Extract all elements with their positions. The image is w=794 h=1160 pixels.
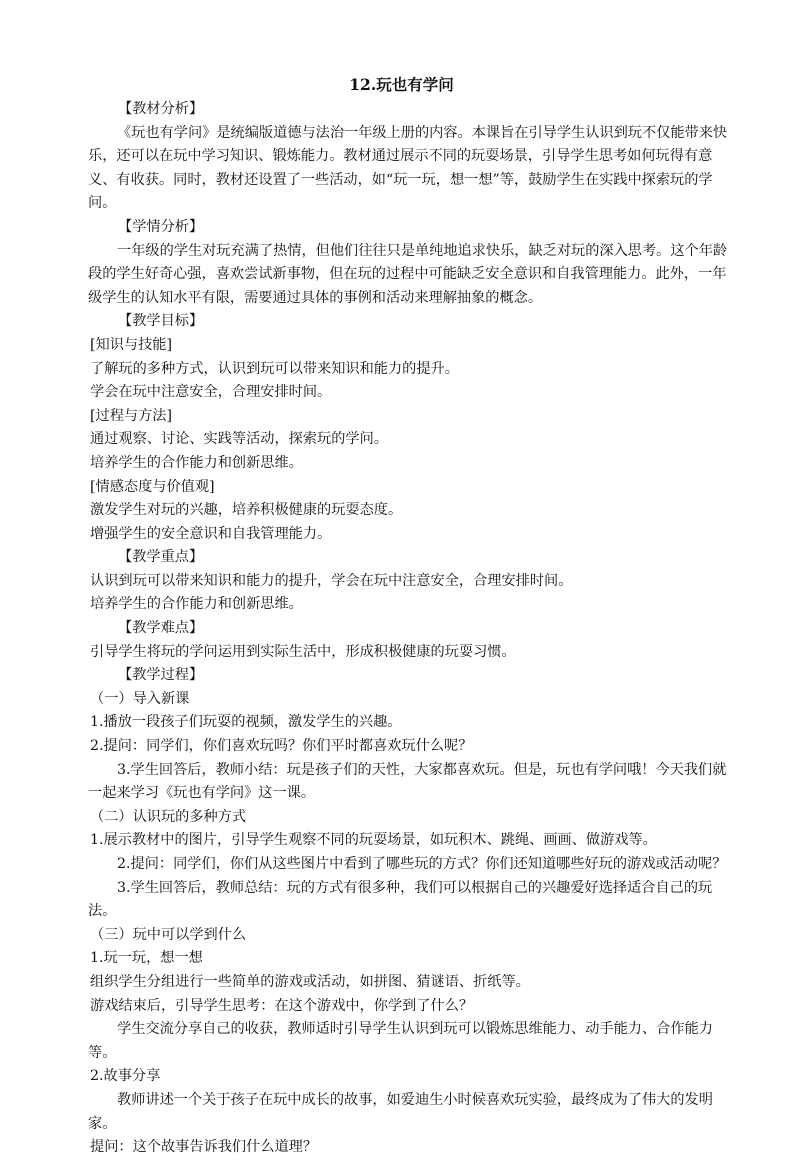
document-title: 12.玩也有学问	[349, 75, 454, 94]
section-heading-key: 【教学重点】	[118, 549, 204, 566]
step-heading: （一）导入新课	[90, 690, 190, 707]
step-item: 教师讲述一个关于孩子在玩中成长的故事，如爱迪生小时候喜欢玩实验，最终成为了伟大的发明家。	[88, 1091, 713, 1132]
step-item: 3.学生回答后，教师总结：玩的方式有很多种，我们可以根据自己的兴趣爱好选择适合自己的玩法。	[88, 879, 713, 920]
section-heading-difficulty: 【教学难点】	[118, 620, 204, 637]
goal-item: 通过观察、讨论、实践等活动，探索玩的学问。	[90, 431, 388, 448]
step-item: 组织学生分组进行一些简单的游戏或活动，如拼图、猜谜语、折纸等。	[90, 973, 530, 990]
section-heading-goals: 【教学目标】	[118, 313, 204, 330]
section-heading-analysis: 【教材分析】	[118, 101, 204, 117]
step-item: 游戏结束后，引导学生思考：在这个游戏中，你学到了什么？	[90, 997, 474, 1014]
goal-emotion-label: [情感态度与价值观]	[90, 478, 215, 495]
goal-item: 了解玩的多种方式，认识到玩可以带来知识和能力的提升。	[90, 360, 459, 377]
goal-item: 培养学生的合作能力和创新思维。	[90, 454, 303, 471]
step-heading: （三）玩中可以学到什么	[90, 926, 247, 943]
goal-item: 增强学生的安全意识和自我管理能力。	[90, 525, 332, 542]
section-heading-process: 【教学过程】	[118, 667, 204, 684]
goal-item: 学会在玩中注意安全，合理安排时间。	[90, 384, 332, 401]
step-item: 3.学生回答后，教师小结：玩是孩子们的天性，大家都喜欢玩。但是，玩也有学问哦！今天我们就一起来学习《玩也有学问》这一课。	[88, 761, 727, 802]
goal-item: 激发学生对玩的兴趣，培养积极健康的玩耍态度。	[90, 502, 403, 519]
goal-process-label: [过程与方法]	[90, 407, 173, 424]
goal-knowledge-label: [知识与技能]	[90, 336, 173, 353]
step-subheading: 2.故事分享	[90, 1068, 161, 1085]
step-item: 提问：这个故事告诉我们什么道理？	[90, 1139, 318, 1156]
step-heading: （二）认识玩的多种方式	[90, 808, 247, 825]
step-item: 1.展示教材中的图片，引导学生观察不同的玩耍场景，如玩积木、跳绳、画画、做游戏等。	[90, 832, 657, 849]
key-item: 认识到玩可以带来知识和能力的提升，学会在玩中注意安全，合理安排时间。	[90, 572, 573, 589]
step-item: 2.提问：同学们，你们从这些图片中看到了哪些玩的方式？你们还知道哪些好玩的游戏或活动呢？	[117, 856, 727, 872]
step-item: 学生交流分享自己的收获，教师适时引导学生认识到玩可以锻炼思维能力、动手能力、合作能力等。	[88, 1021, 713, 1061]
document-page	[88, 72, 735, 1160]
step-item: 2.提问：同学们，你们喜欢玩吗？你们平时都喜欢玩什么呢？	[90, 738, 473, 755]
student-paragraph: 一年级的学生对玩充满了热情，但他们往往只是单纯地追求快乐，缺乏对玩的深入思考。这个年龄段的学生好奇心强，喜欢尝试新事物，但在玩的过程中可能缺乏安全意识和自我管理能力。此外，一年级学生的认知水平有限，需要通过具体的事例和活动来理解抽象的概念。	[88, 242, 728, 306]
difficulty-item: 引导学生将玩的学问运用到实际生活中，形成积极健康的玩耍习惯。	[90, 643, 516, 660]
step-item: 1.播放一段孩子们玩耍的视频，激发学生的兴趣。	[90, 714, 402, 731]
step-subheading: 1.玩一玩，想一想	[90, 950, 203, 967]
key-item: 培养学生的合作能力和创新思维。	[90, 596, 303, 613]
section-heading-student: 【学情分析】	[118, 218, 204, 235]
analysis-paragraph: 《玩也有学问》是统编版道德与法治一年级上册的内容。本课旨在引导学生认识到玩不仅能带来快乐，还可以在玩中学习知识、锻炼能力。教材通过展示不同的玩耍场景，引导学生思考如何玩得有意义、有收获。同时，教材还设置了一些活动，如“玩一玩，想一想”等，鼓励学生在实践中探索玩的学问。	[88, 124, 728, 212]
